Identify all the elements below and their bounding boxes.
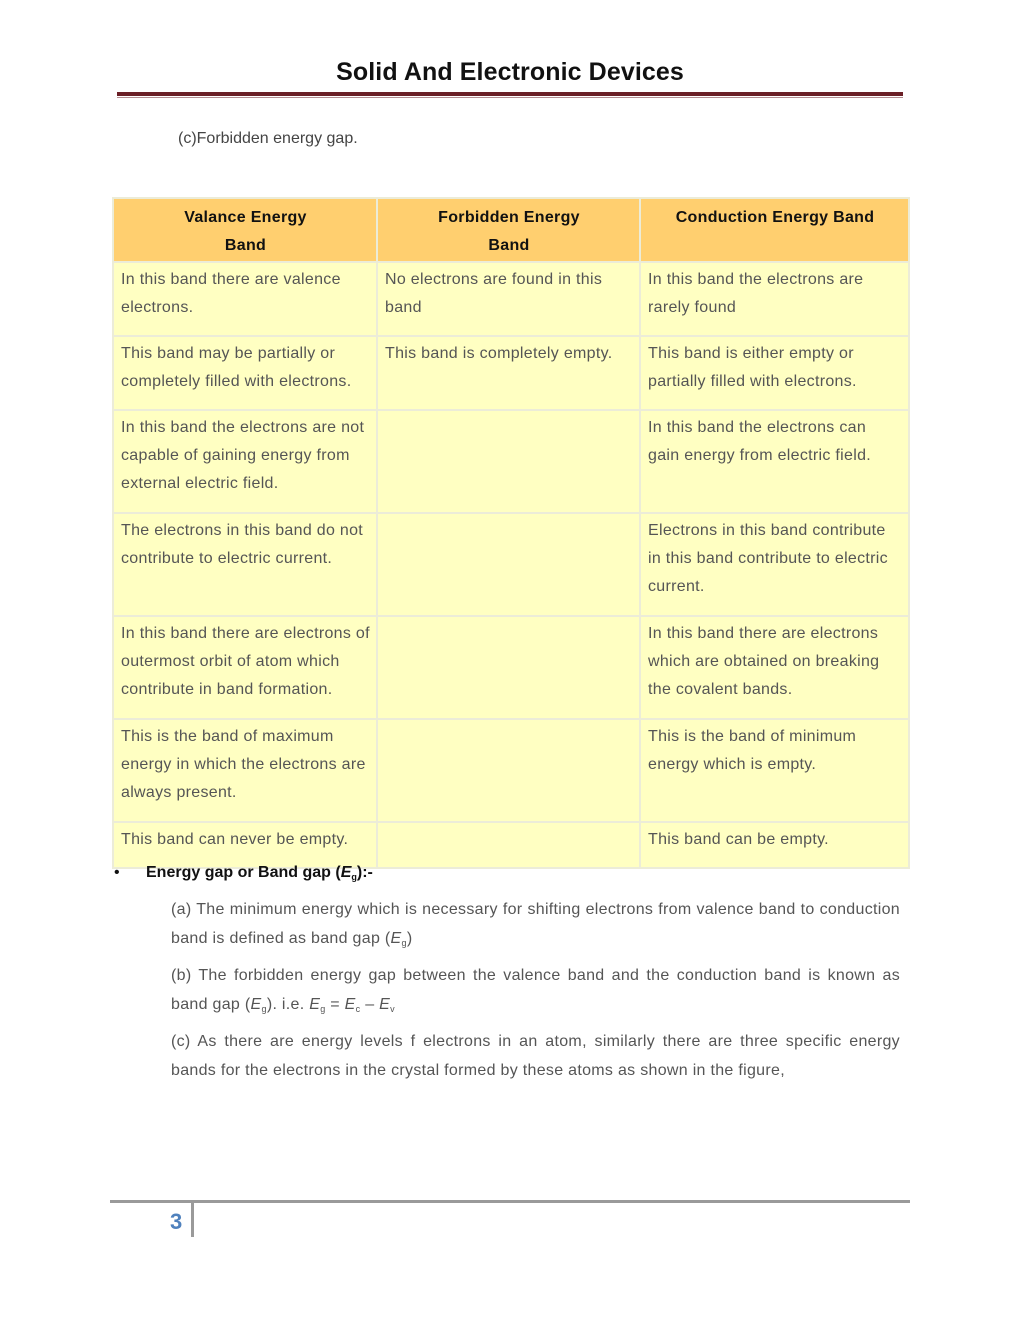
table-cell: No electrons are found in this band [377, 262, 640, 336]
section-heading: Energy gap or Band gap $(E_g):-$ [146, 864, 373, 882]
paragraph-b: (b) The forbidden energy gap between the valence band and the conduction band is known as band gap $(E_g)$. i.e. $E_g = E_c - E_v$ [171, 967, 900, 1014]
table-cell: This is the band of maximum energy in which the electrons are always present. [113, 719, 377, 822]
bullet-heading [112, 864, 902, 888]
table-cell: This band is either empty or partially filled with electrons. [640, 336, 909, 410]
table-cell [377, 616, 640, 719]
bullet-marker: • [114, 864, 120, 881]
table-cell: Electrons in this band contribute in this band contribute to electric current. [640, 513, 909, 616]
table-row [113, 410, 909, 513]
table-header-row [113, 198, 909, 262]
table-cell: The electrons in this band do not contribute to electric current. [113, 513, 377, 616]
table-cell: In this band there are electrons which are obtained on breaking the covalent bands. [640, 616, 909, 719]
table-cell [377, 719, 640, 822]
header-conduction-band: Conduction Energy Band [640, 198, 909, 262]
paragraph-a: (a) The minimum energy which is necessary for shifting electrons from valence band to conduction band is defined as band gap $(E_g)$ [171, 901, 900, 948]
footer-divider [110, 1200, 910, 1203]
table-cell [377, 410, 640, 513]
table-cell: This band can be empty. [640, 822, 909, 868]
table-row [113, 336, 909, 410]
table-row [113, 616, 909, 719]
page-title: Solid And Electronic Devices [336, 58, 684, 86]
page-number: 3 [170, 1209, 183, 1234]
table-cell: In this band the electrons are not capable of gaining energy from external electric field. [113, 410, 377, 513]
table-cell: This band can never be empty. [113, 822, 377, 868]
table-cell: In this band the electrons can gain energy from electric field. [640, 410, 909, 513]
table-cell: This band is completely empty. [377, 336, 640, 410]
table-cell: In this band the electrons are rarely found [640, 262, 909, 336]
table-row [113, 513, 909, 616]
footer-page-separator [191, 1203, 194, 1237]
table-row [113, 822, 909, 868]
header-divider-thin [117, 97, 903, 98]
header-divider [117, 92, 903, 96]
paragraph-c: (c) As there are energy levels f electrons in an atom, similarly there are three specific energy bands for the electrons in the crystal formed by these atoms as shown in the figure, [171, 1033, 900, 1079]
page-header [0, 58, 1020, 87]
header-forbidden-band: Forbidden Energy Band [377, 198, 640, 262]
energy-band-table [112, 197, 910, 869]
table-cell: In this band there are electrons of outermost orbit of atom which contribute in band formation. [113, 616, 377, 719]
intro-text: (c)Forbidden energy gap. [178, 130, 358, 147]
table-row [113, 262, 909, 336]
table-cell: This is the band of minimum energy which is empty. [640, 719, 909, 822]
table-cell: This band may be partially or completely filled with electrons. [113, 336, 377, 410]
table-cell [377, 822, 640, 868]
energy-gap-section [112, 864, 902, 888]
table-row [113, 719, 909, 822]
table-cell [377, 513, 640, 616]
table-cell: In this band there are valence electrons. [113, 262, 377, 336]
header-valance-band: Valance Energy Band [113, 198, 377, 262]
